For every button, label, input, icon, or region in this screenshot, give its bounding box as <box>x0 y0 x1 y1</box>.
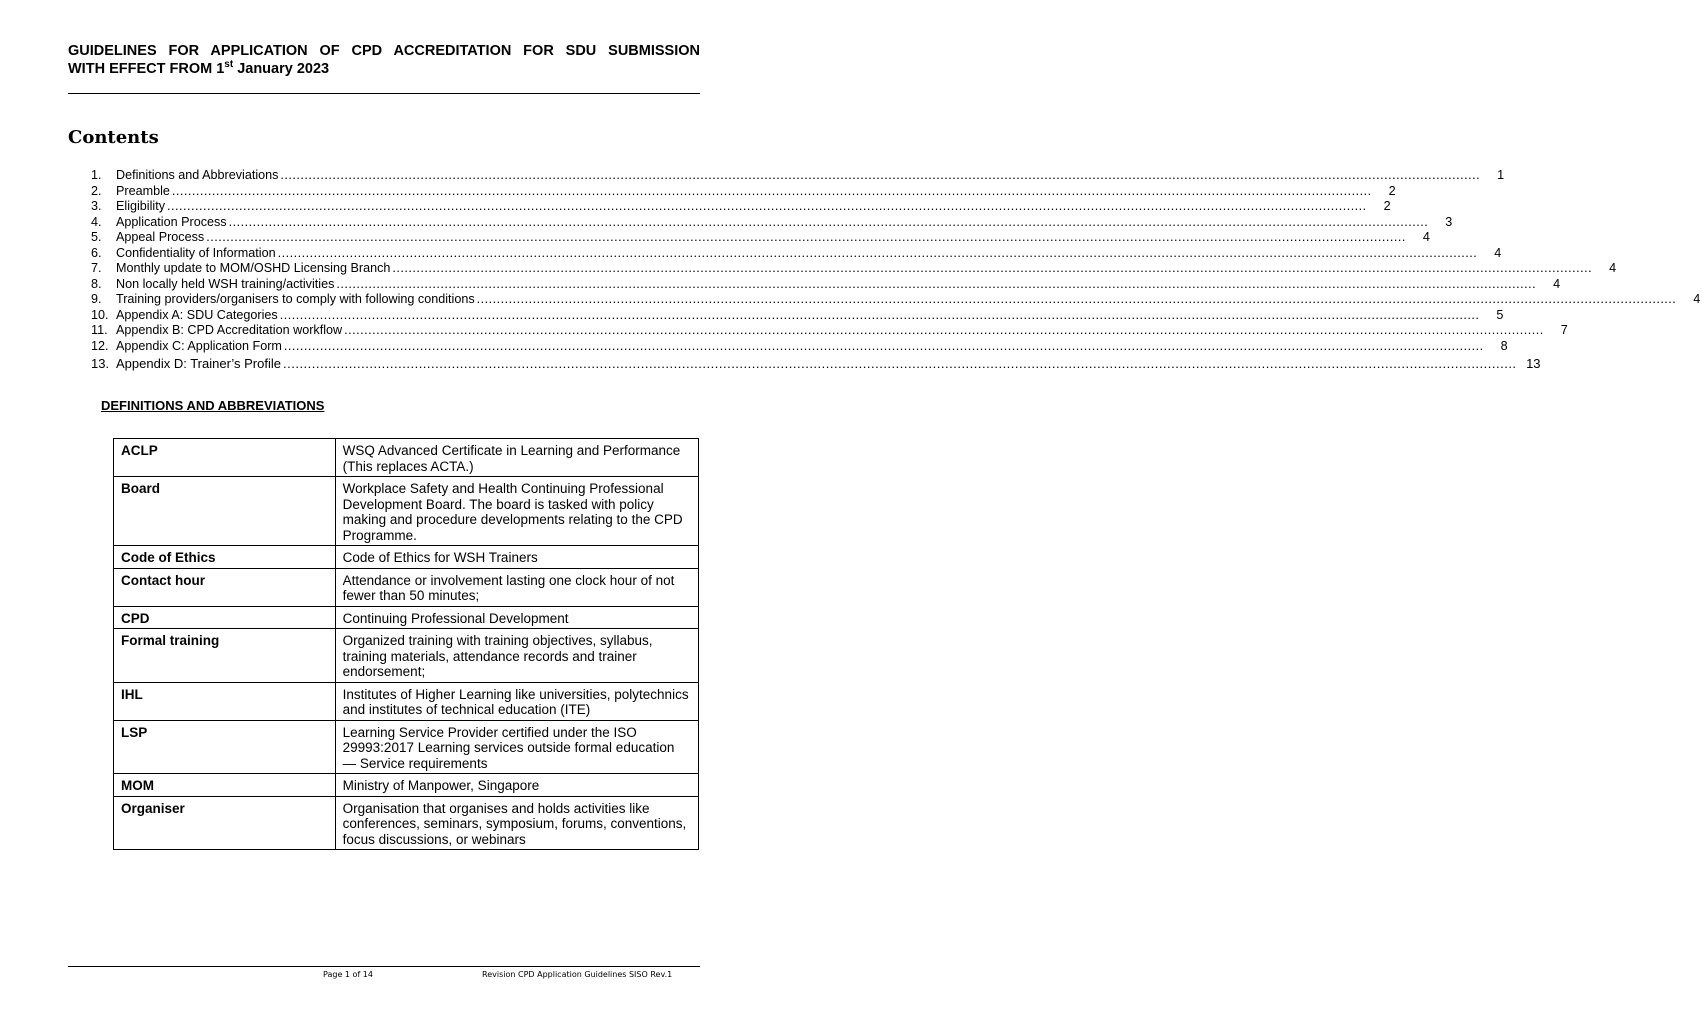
toc-entry-title: Definitions and Abbreviations <box>116 168 279 182</box>
footer-revision: Revision CPD Application Guidelines SISO Rev.1 <box>482 970 673 979</box>
toc-entry-title: Eligibility <box>116 199 165 213</box>
definition-term: Organiser <box>114 796 336 850</box>
definition-description: Organisation that organises and holds activities like conferences, seminars, symposium, forums, conventions, focus discussions, or webinars <box>335 796 698 850</box>
table-row <box>114 774 699 797</box>
title-line-2-prefix: WITH EFFECT FROM 1 <box>68 61 225 77</box>
toc-entry[interactable] <box>91 183 1396 200</box>
toc-entry[interactable] <box>91 214 1453 231</box>
definitions-heading: DEFINITIONS AND ABBREVIATIONS <box>101 398 325 413</box>
toc-entry[interactable] <box>91 168 1505 184</box>
definition-description: Institutes of Higher Learning like universities, polytechnics and institutes of technical education (ITE) <box>335 682 698 720</box>
toc-entry[interactable] <box>91 230 1430 246</box>
toc-entry-title: Appendix C: Application Form <box>116 338 282 353</box>
definition-description: WSQ Advanced Certificate in Learning and Performance (This replaces ACTA.) <box>335 439 698 477</box>
footer-divider <box>68 966 700 967</box>
toc-entry-number: 5. <box>91 230 102 244</box>
toc-entry-page: 13 <box>1526 356 1541 371</box>
table-row <box>114 546 699 569</box>
title-superscript: st <box>224 59 234 71</box>
toc-entry-number: 4. <box>91 214 102 229</box>
contents-heading: Contents <box>68 127 159 148</box>
toc-entry[interactable] <box>91 276 1561 293</box>
toc-leader-dots: ............................................................................................................................................................................................................................................................................................................ <box>167 199 1367 213</box>
toc-entry-title: Non locally held WSH training/activities <box>116 276 335 291</box>
header-divider <box>68 93 700 94</box>
toc-leader-dots: ............................................................................................................................................................................................................................................................................................................ <box>283 338 1484 353</box>
document-title-line-1: GUIDELINES FOR APPLICATION OF CPD ACCREDITATION FOR SDU SUBMISSION <box>68 43 700 59</box>
definition-description: Workplace Safety and Health Continuing Professional Development Board. The board is tasked with policy making and procedure developments relating to the CPD Programme. <box>335 477 698 546</box>
definition-description: Learning Service Provider certified under the ISO 29993:2017 Learning services outside formal education — Service requirements <box>335 720 698 774</box>
toc-entry-number: 2. <box>91 183 102 198</box>
toc-leader-dots: ............................................................................................................................................................................................................................................................................................................ <box>279 307 1480 322</box>
definition-term: IHL <box>114 682 336 720</box>
toc-entry-page: 4 <box>1693 292 1701 306</box>
toc-entry-title: Training providers/organisers to comply with following conditions <box>116 292 475 306</box>
table-row <box>114 720 699 774</box>
toc-entry-number: 3. <box>91 199 102 213</box>
definition-term: MOM <box>114 774 336 797</box>
toc-entry-page: 7 <box>1560 323 1568 337</box>
toc-entry-title: Appendix A: SDU Categories <box>116 307 278 322</box>
toc-leader-dots: ............................................................................................................................................................................................................................................................................................................ <box>277 245 1478 260</box>
toc-entry-title: Confidentiality of Information <box>116 245 276 260</box>
toc-entry-page: 4 <box>1553 276 1561 291</box>
definition-description: Organized training with training objectives, syllabus, training materials, attendance records and trainer endorsement; <box>335 629 698 683</box>
toc-entry-number: 8. <box>91 276 102 291</box>
toc-entry-page: 4 <box>1494 245 1502 260</box>
toc-leader-dots: ............................................................................................................................................................................................................................................................................................................ <box>336 276 1537 291</box>
document-title <box>68 42 700 78</box>
toc-entry[interactable] <box>91 199 1391 215</box>
toc-entry-title: Appendix D: Trainer’s Profile <box>116 356 281 371</box>
definition-term: ACLP <box>114 439 336 477</box>
toc-leader-dots: ............................................................................................................................................................................................................................................................................................................ <box>280 168 1481 182</box>
toc-entry-page: 8 <box>1500 338 1508 353</box>
toc-entry-title: Appeal Process <box>116 230 205 244</box>
toc-entry-page: 2 <box>1388 183 1396 198</box>
footer-page-number: Page 1 of 14 <box>323 970 373 979</box>
toc-entry-title: Application Process <box>116 214 227 229</box>
definition-description: Code of Ethics for WSH Trainers <box>335 546 698 569</box>
toc-entry[interactable] <box>91 307 1504 324</box>
toc-entry-page: 4 <box>1422 230 1430 244</box>
table-row <box>114 439 699 477</box>
toc-entry-page: 2 <box>1383 199 1391 213</box>
toc-entry-number: 10. <box>91 307 109 322</box>
toc-entry-page: 5 <box>1496 307 1504 322</box>
table-row <box>114 477 699 546</box>
toc-leader-dots: ............................................................................................................................................................................................................................................................................................................ <box>228 214 1429 229</box>
title-line-2-suffix: January 2023 <box>233 61 330 77</box>
toc-entry-title: Preamble <box>116 183 170 198</box>
table-row <box>114 568 699 606</box>
toc-entry-number: 6. <box>91 245 102 260</box>
definition-description: Attendance or involvement lasting one clock hour of not fewer than 50 minutes; <box>335 568 698 606</box>
definition-term: Board <box>114 477 336 546</box>
table-row <box>114 629 699 683</box>
toc-entry-number: 9. <box>91 292 102 306</box>
toc-entry[interactable] <box>91 338 1508 355</box>
toc-leader-dots: ............................................................................................................................................................................................................................................................................................................ <box>283 356 1517 371</box>
definition-term: LSP <box>114 720 336 774</box>
toc-entry-title: Monthly update to MOM/OSHD Licensing Branch <box>116 261 391 275</box>
toc-leader-dots: ............................................................................................................................................................................................................................................................................................................ <box>171 183 1372 198</box>
table-row <box>114 682 699 720</box>
toc-leader-dots: ............................................................................................................................................................................................................................................................................................................ <box>344 323 1544 337</box>
definition-term: Contact hour <box>114 568 336 606</box>
toc-entry-number: 13. <box>91 356 110 371</box>
toc-entry[interactable] <box>91 261 1617 277</box>
table-of-contents <box>91 168 1701 374</box>
toc-entry-page: 4 <box>1609 261 1617 275</box>
toc-entry-number: 7. <box>91 261 102 275</box>
toc-entry-number: 11. <box>91 323 108 337</box>
toc-entry-page: 1 <box>1497 168 1505 182</box>
table-row <box>114 796 699 850</box>
toc-entry-title: Appendix B: CPD Accreditation workflow <box>116 323 343 337</box>
definitions-table <box>113 438 699 850</box>
toc-entry-number: 1. <box>91 168 102 182</box>
table-row <box>114 606 699 629</box>
definition-term: CPD <box>114 606 336 629</box>
toc-entry[interactable] <box>91 292 1701 308</box>
definition-term: Formal training <box>114 629 336 683</box>
definition-term: Code of Ethics <box>114 546 336 569</box>
toc-leader-dots: ............................................................................................................................................................................................................................................................................................................ <box>476 292 1677 306</box>
document-title-line-2 <box>68 61 329 77</box>
toc-entry[interactable] <box>91 323 1568 339</box>
definition-description: Continuing Professional Development <box>335 606 698 629</box>
toc-entry[interactable] <box>91 354 1541 374</box>
toc-leader-dots: ............................................................................................................................................................................................................................................................................................................ <box>206 230 1406 244</box>
toc-leader-dots: ............................................................................................................................................................................................................................................................................................................ <box>392 261 1593 275</box>
definition-description: Ministry of Manpower, Singapore <box>335 774 698 797</box>
toc-entry-page: 3 <box>1445 214 1453 229</box>
toc-entry[interactable] <box>91 245 1502 262</box>
toc-entry-number: 12. <box>91 338 109 353</box>
